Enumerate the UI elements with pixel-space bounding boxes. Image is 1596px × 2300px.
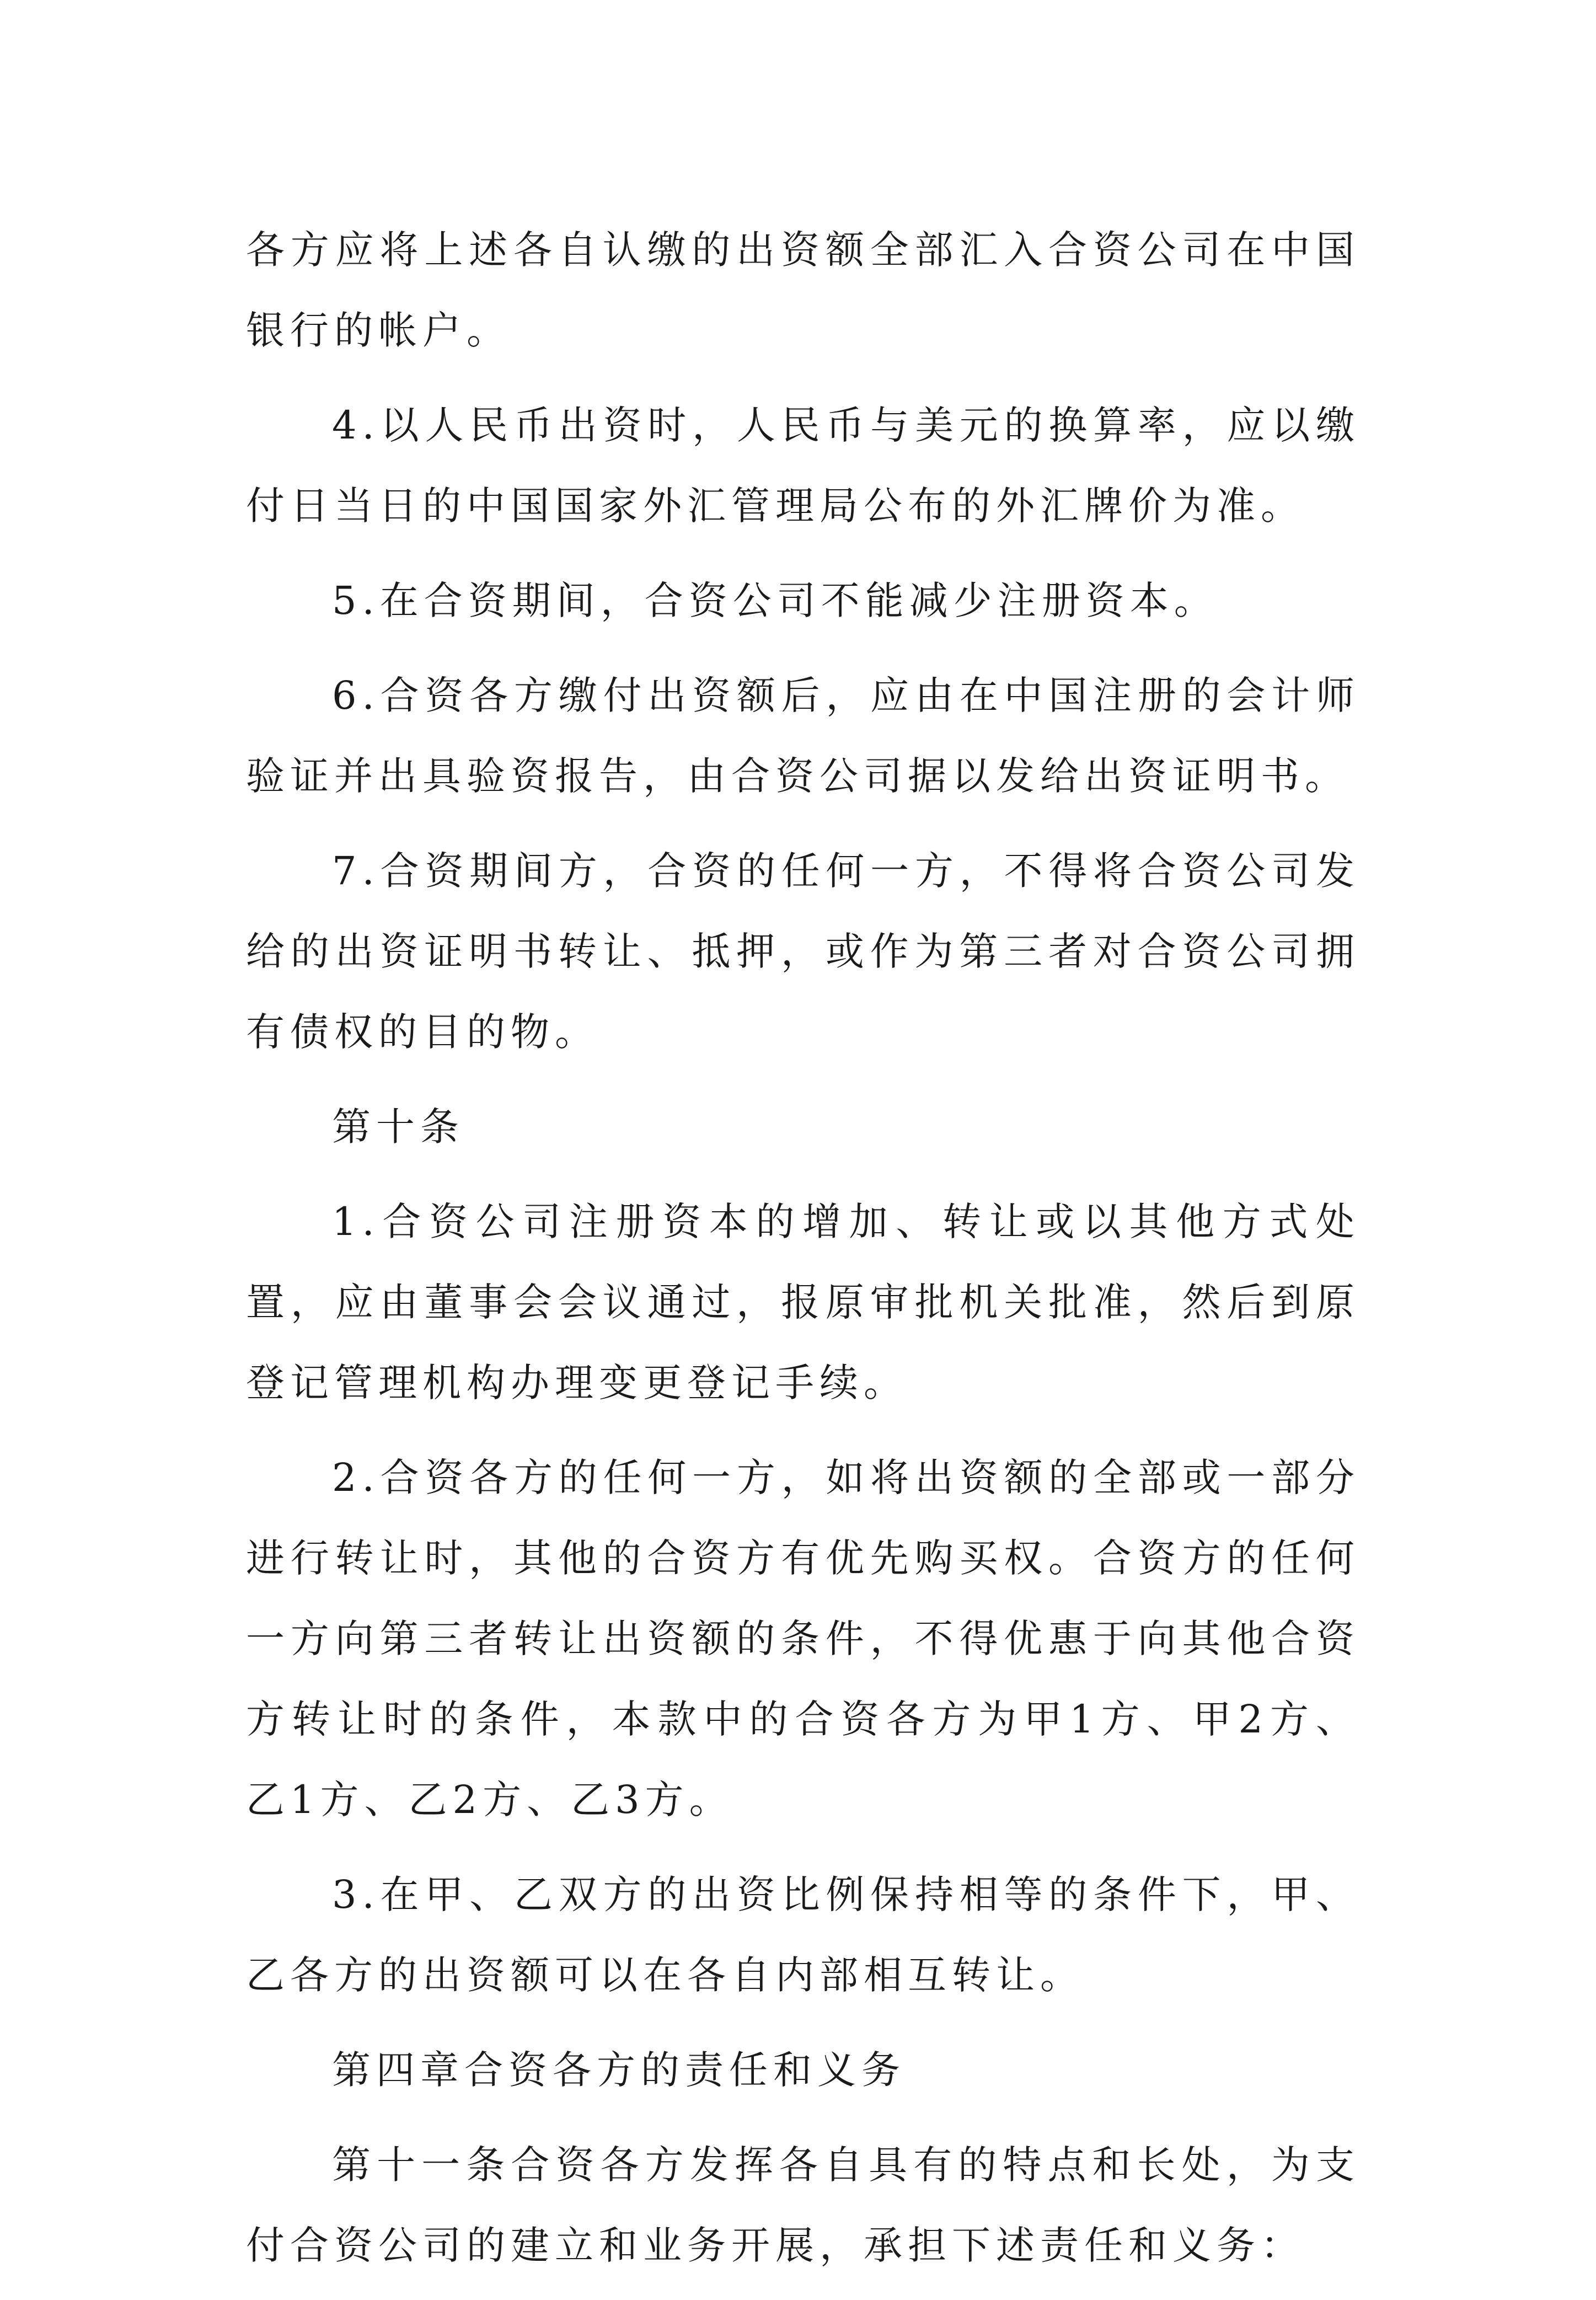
paragraph-clause-4: 4.以人民币出资时，人民币与美元的换算率，应以缴付日当日的中国国家外汇管理局公布的外汇牌价为准。 [246,403,1360,528]
paragraph-article-10-clause-3: 3.在甲、乙双方的出资比例保持相等的条件下，甲、乙各方的出资额可以在各自内部相互转让。 [246,1872,1360,1998]
paragraph-deposit-account: 各方应将上述各自认缴的出资额全部汇入合资公司在中国银行的帐户。 [246,227,1360,353]
chapter-4-heading: 第四章合资各方的责任和义务 [332,2047,906,2093]
document-body [246,210,1360,2300]
paragraph-article-10-clause-1: 1.合资公司注册资本的增加、转让或以其他方式处置，应由董事会会议通过，报原审批机关批准，然后到原登记管理机构办理变更登记手续。 [246,1199,1360,1405]
article-10-heading: 第十条 [332,1104,464,1149]
paragraph-clause-5: 5.在合资期间，合资公司不能减少注册资本。 [332,578,1218,623]
paragraph-clause-7: 7.合资期间方，合资的任何一方，不得将合资公司发给的出资证明书转让、抵押，或作为第三者对合资公司拥有债权的目的物。 [246,848,1360,1055]
paragraph-article-10-clause-2: 2.合资各方的任何一方，如将出资额的全部或一部分进行转让时，其他的合资方有优先购买权。合资方的任何一方向第三者转让出资额的条件，不得优惠于向其他合资方转让时的条件，本款中的合资各方为甲1方、甲2方、乙1方、乙2方、乙3方。 [246,1455,1360,1822]
paragraph-article-11: 第十一条合资各方发挥各自具有的特点和长处，为支付合资公司的建立和业务开展，承担下述责任和义务： [246,2142,1360,2268]
paragraph-clause-6: 6.合资各方缴付出资额后，应由在中国注册的会计师验证并出具验资报告，由合资公司据以发给出资证明书。 [246,673,1360,799]
